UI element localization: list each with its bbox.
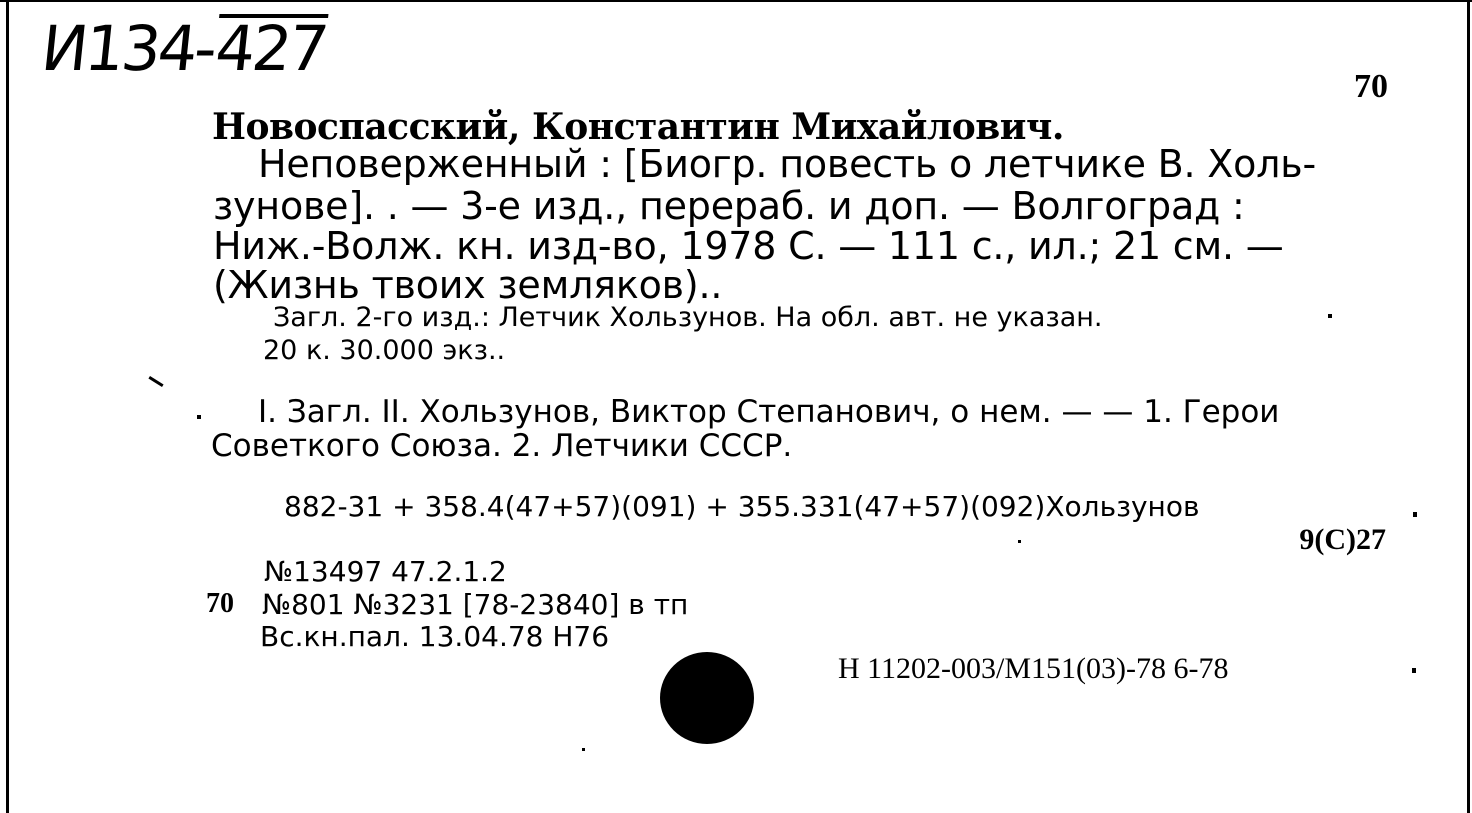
registration-line-2: №801 №3231 [78-23840] в тп — [262, 588, 689, 621]
description-line-4: (Жизнь твоих земляков).. — [213, 263, 723, 307]
handwritten-code-prefix: И134- — [38, 12, 218, 85]
scan-speck — [1412, 668, 1416, 673]
scan-speck — [582, 748, 585, 751]
handwritten-code — [38, 12, 330, 85]
description-line-2: зунове]. . — 3-е изд., перераб. и доп. — Волгоград : — [213, 184, 1245, 228]
subject-line-2: Советкого Союза. 2. Летчики СССР. — [211, 428, 793, 464]
scan-speck — [1018, 540, 1021, 543]
note-line-1: Загл. 2-го изд.: Летчик Хользунов. На обл. авт. не указан. — [273, 302, 1103, 333]
scan-speck — [197, 415, 201, 419]
catalog-index: Н 11202-003/М151(03)-78 6-78 — [838, 652, 1229, 685]
card-right-edge — [1467, 0, 1470, 813]
page-number: 70 — [1354, 68, 1388, 105]
handwritten-code-suffix: 427 — [212, 12, 330, 85]
author-heading: Новоспасский, Константин Михайлович. — [212, 106, 1064, 148]
scan-speck — [148, 376, 163, 387]
card-top-edge — [0, 0, 1472, 2]
registration-line-1: №13497 47.2.1.2 — [264, 555, 507, 588]
punch-hole — [660, 652, 754, 744]
subject-line-1: I. Загл. II. Хользунов, Виктор Степанович, о нем. — — 1. Герои — [258, 394, 1280, 430]
card-left-edge — [6, 0, 9, 813]
scan-speck — [1328, 314, 1332, 318]
scan-speck — [1413, 512, 1417, 517]
classification-code: 9(С)27 — [1299, 523, 1386, 556]
registration-line-2-prefix: 70 — [206, 588, 234, 619]
registration-line-3: Вс.кн.пал. 13.04.78 Н76 — [260, 620, 610, 653]
classification-index: 882-31 + 358.4(47+57)(091) + 355.331(47+57)(092)Хользунов — [284, 490, 1200, 523]
note-line-2: 20 к. 30.000 экз.. — [263, 335, 506, 366]
description-line-3: Ниж.-Волж. кн. изд-во, 1978 С. — 111 с., ил.; 21 см. — — [213, 224, 1284, 268]
description-line-1: Неповерженный : [Биогр. повесть о летчике В. Холь- — [258, 142, 1316, 186]
